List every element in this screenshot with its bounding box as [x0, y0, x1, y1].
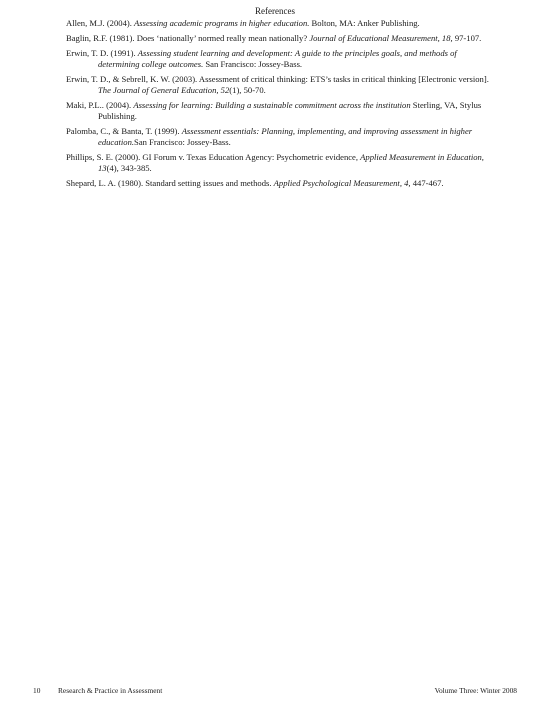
references-heading: References: [255, 6, 295, 16]
reference-text: (4), 343-385.: [106, 163, 152, 173]
journal-name: Research & Practice in Assessment: [58, 686, 163, 695]
volume-info: Volume Three: Winter 2008: [434, 686, 517, 695]
reference-text: Allen, M.J. (2004).: [66, 18, 135, 28]
page-number: 10: [33, 686, 41, 695]
reference-text: 97-107.: [452, 33, 482, 43]
reference-entry: [66, 152, 490, 174]
reference-title: Assessing student learning and development: A guide to the principles goals, and methods of determining college outcomes.: [98, 48, 457, 69]
reference-title: Journal of Educational Measurement, 18,: [309, 33, 453, 43]
reference-text: Maki, P.L.. (2004).: [66, 100, 134, 110]
reference-title: Applied Psychological Measurement, 4,: [273, 178, 411, 188]
reference-entry: [66, 18, 490, 29]
reference-entry: [66, 178, 490, 189]
reference-text: Phillips, S. E. (2000). GI Forum v. Texas Education Agency: Psychometric evidence,: [66, 152, 361, 162]
reference-entry: [66, 126, 490, 148]
reference-text: 447-467.: [410, 178, 444, 188]
reference-entry: [66, 100, 490, 122]
reference-text: Erwin, T. D., & Sebrell, K. W. (2003). Assessment of critical thinking: ETS’s tasks in critical thinking [Electronic version].: [66, 74, 489, 84]
reference-entry: [66, 48, 490, 70]
reference-entry: [66, 74, 490, 96]
reference-title: Applied Measurement in Education, 13: [98, 152, 484, 173]
reference-text: San Francisco: Jossey-Bass.: [203, 59, 303, 69]
reference-entry: [66, 33, 490, 44]
reference-text: Erwin, T. D. (1991).: [66, 48, 138, 58]
reference-title: Assessment essentials: Planning, implementing, and improving assessment in higher education.: [98, 126, 473, 147]
reference-text: San Francisco: Jossey-Bass.: [134, 137, 231, 147]
reference-text: Bolton, MA: Anker Publishing.: [309, 18, 420, 28]
reference-text: Baglin, R.F. (1981). Does ‘nationally’ normed really mean nationally?: [66, 33, 310, 43]
reference-text: Palomba, C., & Banta, T. (1999).: [66, 126, 182, 136]
reference-text: Shepard, L. A. (1980). Standard setting issues and methods.: [66, 178, 274, 188]
reference-text: (1), 50-70.: [229, 85, 266, 95]
reference-title: The Journal of General Education, 52: [98, 85, 230, 95]
reference-title: Assessing academic programs in higher education.: [134, 18, 310, 28]
reference-list: [66, 18, 490, 193]
reference-text: Sterling, VA, Stylus Publishing.: [98, 100, 482, 121]
reference-title: Assessing for learning: Building a sustainable commitment across the institution: [133, 100, 411, 110]
